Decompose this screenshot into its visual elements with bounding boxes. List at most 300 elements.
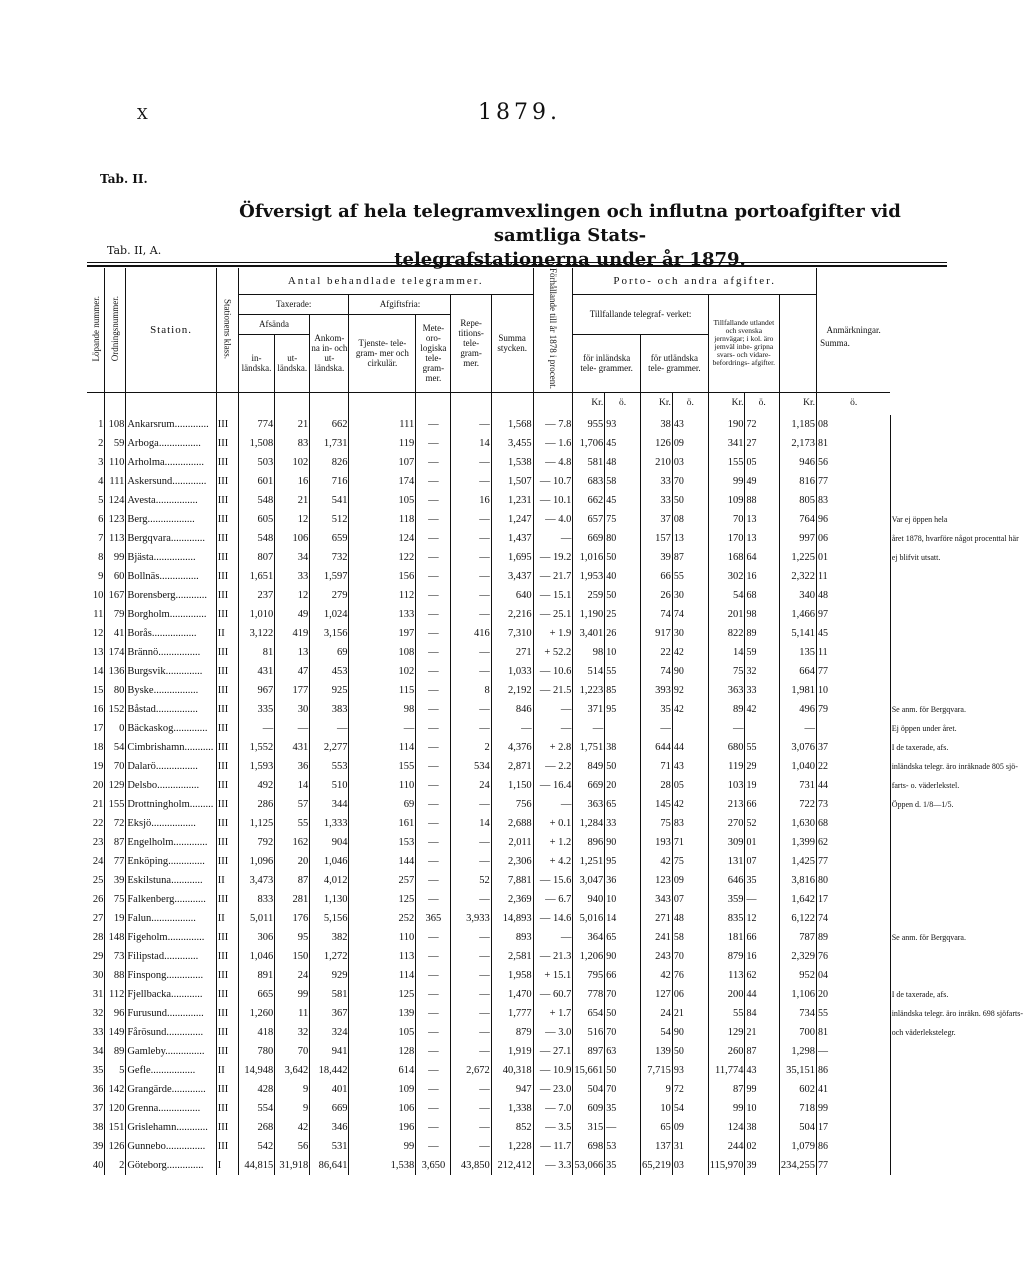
station-class: III [216, 795, 238, 814]
sum-kr: 1,079 [779, 1137, 816, 1156]
meteorological: — [416, 795, 451, 814]
row-number: 25 [92, 874, 104, 886]
abroad-kr: 341 [708, 434, 745, 453]
domestic-ore: 36 [605, 871, 641, 890]
service-telegrams: 125 [349, 890, 416, 909]
meteorological: — [416, 1137, 451, 1156]
foreign-ore: 05 [672, 776, 708, 795]
foreign-kr: 10 [641, 1099, 673, 1118]
domestic-ore: 80 [605, 529, 641, 548]
remark [890, 1118, 1024, 1137]
sent-foreign: 32 [275, 1023, 310, 1042]
repetition: — [451, 1137, 491, 1156]
remark [890, 472, 1024, 491]
sent-foreign: 9 [275, 1099, 310, 1118]
station-class: III [216, 1118, 238, 1137]
meteorological: — [416, 985, 451, 1004]
domestic-ore: 45 [605, 434, 641, 453]
percent-change: — 14.6 [533, 909, 573, 928]
domestic-kr: 15,661 [573, 1061, 605, 1080]
sent-domestic: 780 [238, 1042, 274, 1061]
sum-kr: 997 [779, 529, 816, 548]
foreign-ore: 87 [672, 548, 708, 567]
sum-kr: 816 [779, 472, 816, 491]
station-class: III [216, 415, 238, 434]
service-telegrams: 114 [349, 966, 416, 985]
service-telegrams: 107 [349, 453, 416, 472]
sum-ore: 62 [817, 833, 891, 852]
foreign-ore: 74 [672, 605, 708, 624]
abroad-kr: 87 [708, 1080, 745, 1099]
station-name: Arboga................ [126, 434, 216, 453]
station-class: I [216, 1156, 238, 1175]
sum-ore: 01 [817, 548, 891, 567]
domestic-kr: 53,066 [573, 1156, 605, 1175]
row-number: 7 [98, 532, 104, 544]
received: 1,024 [310, 605, 349, 624]
station-class: III [216, 890, 238, 909]
station-name: Drottningholm......... [126, 795, 216, 814]
foreign-kr: 644 [641, 738, 673, 757]
abroad-kr: 170 [708, 529, 745, 548]
received: 925 [310, 681, 349, 700]
foreign-ore: 90 [672, 1023, 708, 1042]
row-number: 8 [98, 551, 104, 563]
domestic-kr: 1,206 [573, 947, 605, 966]
order-number: 167 [105, 586, 126, 605]
sent-domestic: 1,508 [238, 434, 274, 453]
meteorological: — [416, 434, 451, 453]
sum-ore: 86 [817, 1061, 891, 1080]
foreign-kr: 157 [641, 529, 673, 548]
sum-ore: 41 [817, 1080, 891, 1099]
sum-ore: 45 [817, 624, 891, 643]
sum-ore: 04 [817, 966, 891, 985]
remark [890, 681, 1024, 700]
table-body [87, 392, 1024, 1175]
order-number: 110 [105, 453, 126, 472]
repetition: — [451, 1004, 491, 1023]
abroad-ore: 19 [745, 776, 779, 795]
abroad-ore: 84 [745, 1004, 779, 1023]
station-class: III [216, 662, 238, 681]
sent-foreign: 36 [275, 757, 310, 776]
remark [890, 909, 1024, 928]
summa2-header: Summa. [779, 294, 890, 392]
service-telegrams: 106 [349, 1099, 416, 1118]
received: 5,156 [310, 909, 349, 928]
domestic-ore: 66 [605, 966, 641, 985]
table-row [87, 1042, 1024, 1061]
meteorological: — [416, 871, 451, 890]
foreign-ore: 30 [672, 586, 708, 605]
domestic-kr: 1,016 [573, 548, 605, 567]
col-station-header: Station. [126, 268, 216, 392]
domestic-kr: 955 [573, 415, 605, 434]
meteorological: — [416, 1042, 451, 1061]
total-count: 1,231 [491, 491, 533, 510]
sum-ore: 37 [817, 738, 891, 757]
abroad-ore: 01 [745, 833, 779, 852]
foreign-ore: 48 [672, 909, 708, 928]
order-number: 152 [105, 700, 126, 719]
received: 2,277 [310, 738, 349, 757]
remark [890, 966, 1024, 985]
repetition: — [451, 833, 491, 852]
domestic-ore: 70 [605, 1023, 641, 1042]
remark: och väderlekstelegr. [890, 1023, 1024, 1042]
remark: Ej öppen under året. [890, 719, 1024, 738]
row-number: 27 [92, 912, 104, 924]
station-name: Grislehamn............ [126, 1118, 216, 1137]
domestic-kr: 1,223 [573, 681, 605, 700]
remark [890, 871, 1024, 890]
remark [890, 624, 1024, 643]
order-number: 96 [105, 1004, 126, 1023]
total-count: 3,437 [491, 567, 533, 586]
domestic-kr: 1,751 [573, 738, 605, 757]
foreign-kr: 75 [641, 814, 673, 833]
foreign-ore: 50 [672, 491, 708, 510]
abroad-ore: 66 [745, 928, 779, 947]
domestic-ore: 70 [605, 1080, 641, 1099]
unit-ore: ö. [672, 392, 708, 415]
unit-ore: ö. [605, 392, 641, 415]
abroad-kr: 309 [708, 833, 745, 852]
service-telegrams: 196 [349, 1118, 416, 1137]
sum-ore: 89 [817, 928, 891, 947]
service-telegrams: 69 [349, 795, 416, 814]
domestic-ore: 70 [605, 985, 641, 1004]
sum-ore: 79 [817, 700, 891, 719]
percent-change: + 4.2 [533, 852, 573, 871]
station-name: Askersund............. [126, 472, 216, 491]
sum-kr: 700 [779, 1023, 816, 1042]
station-name: Eksjö................. [126, 814, 216, 833]
total-count: 1,538 [491, 453, 533, 472]
remark [890, 1061, 1024, 1080]
received: 929 [310, 966, 349, 985]
meteorological: — [416, 1080, 451, 1099]
foreign-kr: 42 [641, 852, 673, 871]
sum-ore: 83 [817, 491, 891, 510]
table-row [87, 1004, 1024, 1023]
sum-ore: 77 [817, 852, 891, 871]
repetition: 14 [451, 434, 491, 453]
sent-foreign: 419 [275, 624, 310, 643]
abroad-ore: 10 [745, 1099, 779, 1118]
domestic-kr: 3,401 [573, 624, 605, 643]
meteorological: — [416, 814, 451, 833]
table-row [87, 966, 1024, 985]
received: 732 [310, 548, 349, 567]
abroad-kr: 99 [708, 1099, 745, 1118]
sent-foreign: 87 [275, 871, 310, 890]
repetition: 43,850 [451, 1156, 491, 1175]
sum-ore: 99 [817, 1099, 891, 1118]
domestic-kr: 940 [573, 890, 605, 909]
domestic-kr: 514 [573, 662, 605, 681]
sent-domestic: 418 [238, 1023, 274, 1042]
row-number: 39 [92, 1140, 104, 1152]
repetition: 24 [451, 776, 491, 795]
total-count: 852 [491, 1118, 533, 1137]
foreign-kr: — [641, 719, 673, 738]
remark: Var ej öppen hela [890, 510, 1024, 529]
percent-change: — 25.1 [533, 605, 573, 624]
total-count: 2,192 [491, 681, 533, 700]
foreign-kr: 9 [641, 1080, 673, 1099]
domestic-ore: 50 [605, 1061, 641, 1080]
sent-domestic: 1,125 [238, 814, 274, 833]
abroad-ore: 55 [745, 738, 779, 757]
percent-change: — 3.0 [533, 1023, 573, 1042]
foreign-kr: 393 [641, 681, 673, 700]
meteorological: — [416, 1118, 451, 1137]
order-number: 70 [105, 757, 126, 776]
order-number: 108 [105, 415, 126, 434]
total-count: 893 [491, 928, 533, 947]
abroad-ore: 49 [745, 472, 779, 491]
meteorological: 365 [416, 909, 451, 928]
station-class: III [216, 757, 238, 776]
station-name: Gefle................. [126, 1061, 216, 1080]
sent-foreign: 49 [275, 605, 310, 624]
row-number: 18 [92, 741, 104, 753]
afsanda-header: Afsända [238, 314, 309, 334]
percent-change: — 7.0 [533, 1099, 573, 1118]
domestic-kr: 669 [573, 529, 605, 548]
row-number: 37 [92, 1102, 104, 1114]
repetition: — [451, 510, 491, 529]
station-class: II [216, 1061, 238, 1080]
foreign-ore: 31 [672, 1137, 708, 1156]
service-telegrams: 98 [349, 700, 416, 719]
abroad-kr: 646 [708, 871, 745, 890]
repetition: — [451, 890, 491, 909]
row-number: 13 [92, 646, 104, 658]
domestic-ore: 26 [605, 624, 641, 643]
received: 1,333 [310, 814, 349, 833]
station-class: II [216, 909, 238, 928]
domestic-ore: 65 [605, 928, 641, 947]
row-number: 31 [92, 988, 104, 1000]
abroad-ore: 42 [745, 700, 779, 719]
sum-kr: 504 [779, 1118, 816, 1137]
col-lopnr-header: Löpande nummer. [87, 268, 105, 392]
sum-ore: 08 [817, 415, 891, 434]
order-number: 120 [105, 1099, 126, 1118]
percent-change: — [533, 795, 573, 814]
received: 324 [310, 1023, 349, 1042]
received: 453 [310, 662, 349, 681]
sent-foreign: — [275, 719, 310, 738]
remark: farts- o. väderlekstel. [890, 776, 1024, 795]
station-class: III [216, 947, 238, 966]
abroad-kr: 201 [708, 605, 745, 624]
service-telegrams: 174 [349, 472, 416, 491]
row-number: 22 [92, 817, 104, 829]
station-name: Ankarsrum............. [126, 415, 216, 434]
domestic-ore: 65 [605, 795, 641, 814]
repetition: — [451, 1080, 491, 1099]
percent-change: — [533, 719, 573, 738]
foreign-ore: 21 [672, 1004, 708, 1023]
sent-foreign: 431 [275, 738, 310, 757]
sent-domestic: 1,010 [238, 605, 274, 624]
received: 18,442 [310, 1061, 349, 1080]
percent-change: — 10.7 [533, 472, 573, 491]
service-telegrams: 133 [349, 605, 416, 624]
received: 541 [310, 491, 349, 510]
sent-domestic: 503 [238, 453, 274, 472]
station-name: Bollnäs............... [126, 567, 216, 586]
row-number: 5 [98, 494, 104, 506]
service-telegrams: 614 [349, 1061, 416, 1080]
page-year: 1879. [478, 100, 561, 125]
sent-foreign: 56 [275, 1137, 310, 1156]
station-name: Grenna................ [126, 1099, 216, 1118]
meteorological: — [416, 1099, 451, 1118]
foreign-kr: 137 [641, 1137, 673, 1156]
top-rule-thin [87, 262, 947, 263]
service-telegrams: 113 [349, 947, 416, 966]
sum-ore: 74 [817, 909, 891, 928]
domestic-kr: 609 [573, 1099, 605, 1118]
abroad-ore: 66 [745, 795, 779, 814]
percent-change: — 21.5 [533, 681, 573, 700]
remark: året 1878, hvarföre något procenttal här [890, 529, 1024, 548]
sum-kr: 602 [779, 1080, 816, 1099]
foreign-kr: 127 [641, 985, 673, 1004]
domestic-kr: 897 [573, 1042, 605, 1061]
remark [890, 1080, 1024, 1099]
total-count: 2,011 [491, 833, 533, 852]
service-telegrams: 128 [349, 1042, 416, 1061]
received: 659 [310, 529, 349, 548]
received: 279 [310, 586, 349, 605]
foreign-kr: 193 [641, 833, 673, 852]
sum-ore: 48 [817, 586, 891, 605]
received: 346 [310, 1118, 349, 1137]
sent-foreign: 177 [275, 681, 310, 700]
station-class: III [216, 738, 238, 757]
remark [890, 491, 1024, 510]
station-name: Finspong.............. [126, 966, 216, 985]
row-number: 23 [92, 836, 104, 848]
order-number: 148 [105, 928, 126, 947]
sent-foreign: 13 [275, 643, 310, 662]
service-telegrams: 122 [349, 548, 416, 567]
sum-kr: 6,122 [779, 909, 816, 928]
sum-kr: 5,141 [779, 624, 816, 643]
abroad-kr: 129 [708, 1023, 745, 1042]
abroad-ore: 72 [745, 415, 779, 434]
row-number: 16 [92, 703, 104, 715]
meteorological: — [416, 890, 451, 909]
table-row [87, 928, 1024, 947]
remark [890, 567, 1024, 586]
percent-change: — 15.1 [533, 586, 573, 605]
order-number: 2 [105, 1156, 126, 1175]
meteorological: — [416, 624, 451, 643]
order-number: 174 [105, 643, 126, 662]
received: 581 [310, 985, 349, 1004]
sent-foreign: 21 [275, 491, 310, 510]
meteorological: — [416, 757, 451, 776]
domestic-ore: 14 [605, 909, 641, 928]
sent-domestic: 1,552 [238, 738, 274, 757]
abroad-ore: 87 [745, 1042, 779, 1061]
received: 510 [310, 776, 349, 795]
total-count: 1,695 [491, 548, 533, 567]
foreign-ore: 76 [672, 966, 708, 985]
sent-foreign: 33 [275, 567, 310, 586]
repetition: — [451, 947, 491, 966]
service-telegrams: 111 [349, 415, 416, 434]
meteorological: — [416, 472, 451, 491]
foreign-ore: 03 [672, 1156, 708, 1175]
tillfallande-landet-header: Tillfallande utlandet och svenska jernvägar; i kol. äro jemväl inbe- gripna svars- och vidare- befordrings- afgifter. [708, 294, 779, 392]
abroad-kr: 200 [708, 985, 745, 1004]
meteorological: — [416, 567, 451, 586]
domestic-kr: 1,953 [573, 567, 605, 586]
remark [890, 833, 1024, 852]
station-name: Borensberg............ [126, 586, 216, 605]
sent-domestic: 548 [238, 491, 274, 510]
row-number: 6 [98, 513, 104, 525]
service-telegrams: 153 [349, 833, 416, 852]
foreign-ore: 43 [672, 757, 708, 776]
abroad-ore: 12 [745, 909, 779, 928]
total-count: 1,437 [491, 529, 533, 548]
foreign-kr: 123 [641, 871, 673, 890]
domestic-kr: 654 [573, 1004, 605, 1023]
station-name: Bäckaskog............. [126, 719, 216, 738]
domestic-ore [605, 719, 641, 738]
unit-ore: ö. [745, 392, 779, 415]
received: 531 [310, 1137, 349, 1156]
foreign-kr: 65,219 [641, 1156, 673, 1175]
percent-change: — 4.0 [533, 510, 573, 529]
order-number: 19 [105, 909, 126, 928]
abroad-kr: 131 [708, 852, 745, 871]
sent-domestic: 554 [238, 1099, 274, 1118]
row-number: 12 [92, 627, 104, 639]
row-number: 1 [98, 418, 104, 430]
table-row [87, 586, 1024, 605]
sent-foreign: 281 [275, 890, 310, 909]
row-number: 34 [92, 1045, 104, 1057]
foreign-kr: 145 [641, 795, 673, 814]
sum-kr: 1,399 [779, 833, 816, 852]
domestic-kr: 1,706 [573, 434, 605, 453]
domestic-kr: 657 [573, 510, 605, 529]
foreign-kr: 28 [641, 776, 673, 795]
station-class: III [216, 1080, 238, 1099]
foreign-ore: 70 [672, 947, 708, 966]
table-row [87, 1061, 1024, 1080]
total-count: 4,376 [491, 738, 533, 757]
meteorological: — [416, 1061, 451, 1080]
foreign-ore [672, 719, 708, 738]
sum-ore: 86 [817, 1137, 891, 1156]
order-number: 79 [105, 605, 126, 624]
abroad-ore: 99 [745, 1080, 779, 1099]
abroad-ore: 32 [745, 662, 779, 681]
table-row [87, 833, 1024, 852]
station-name: Borås................. [126, 624, 216, 643]
